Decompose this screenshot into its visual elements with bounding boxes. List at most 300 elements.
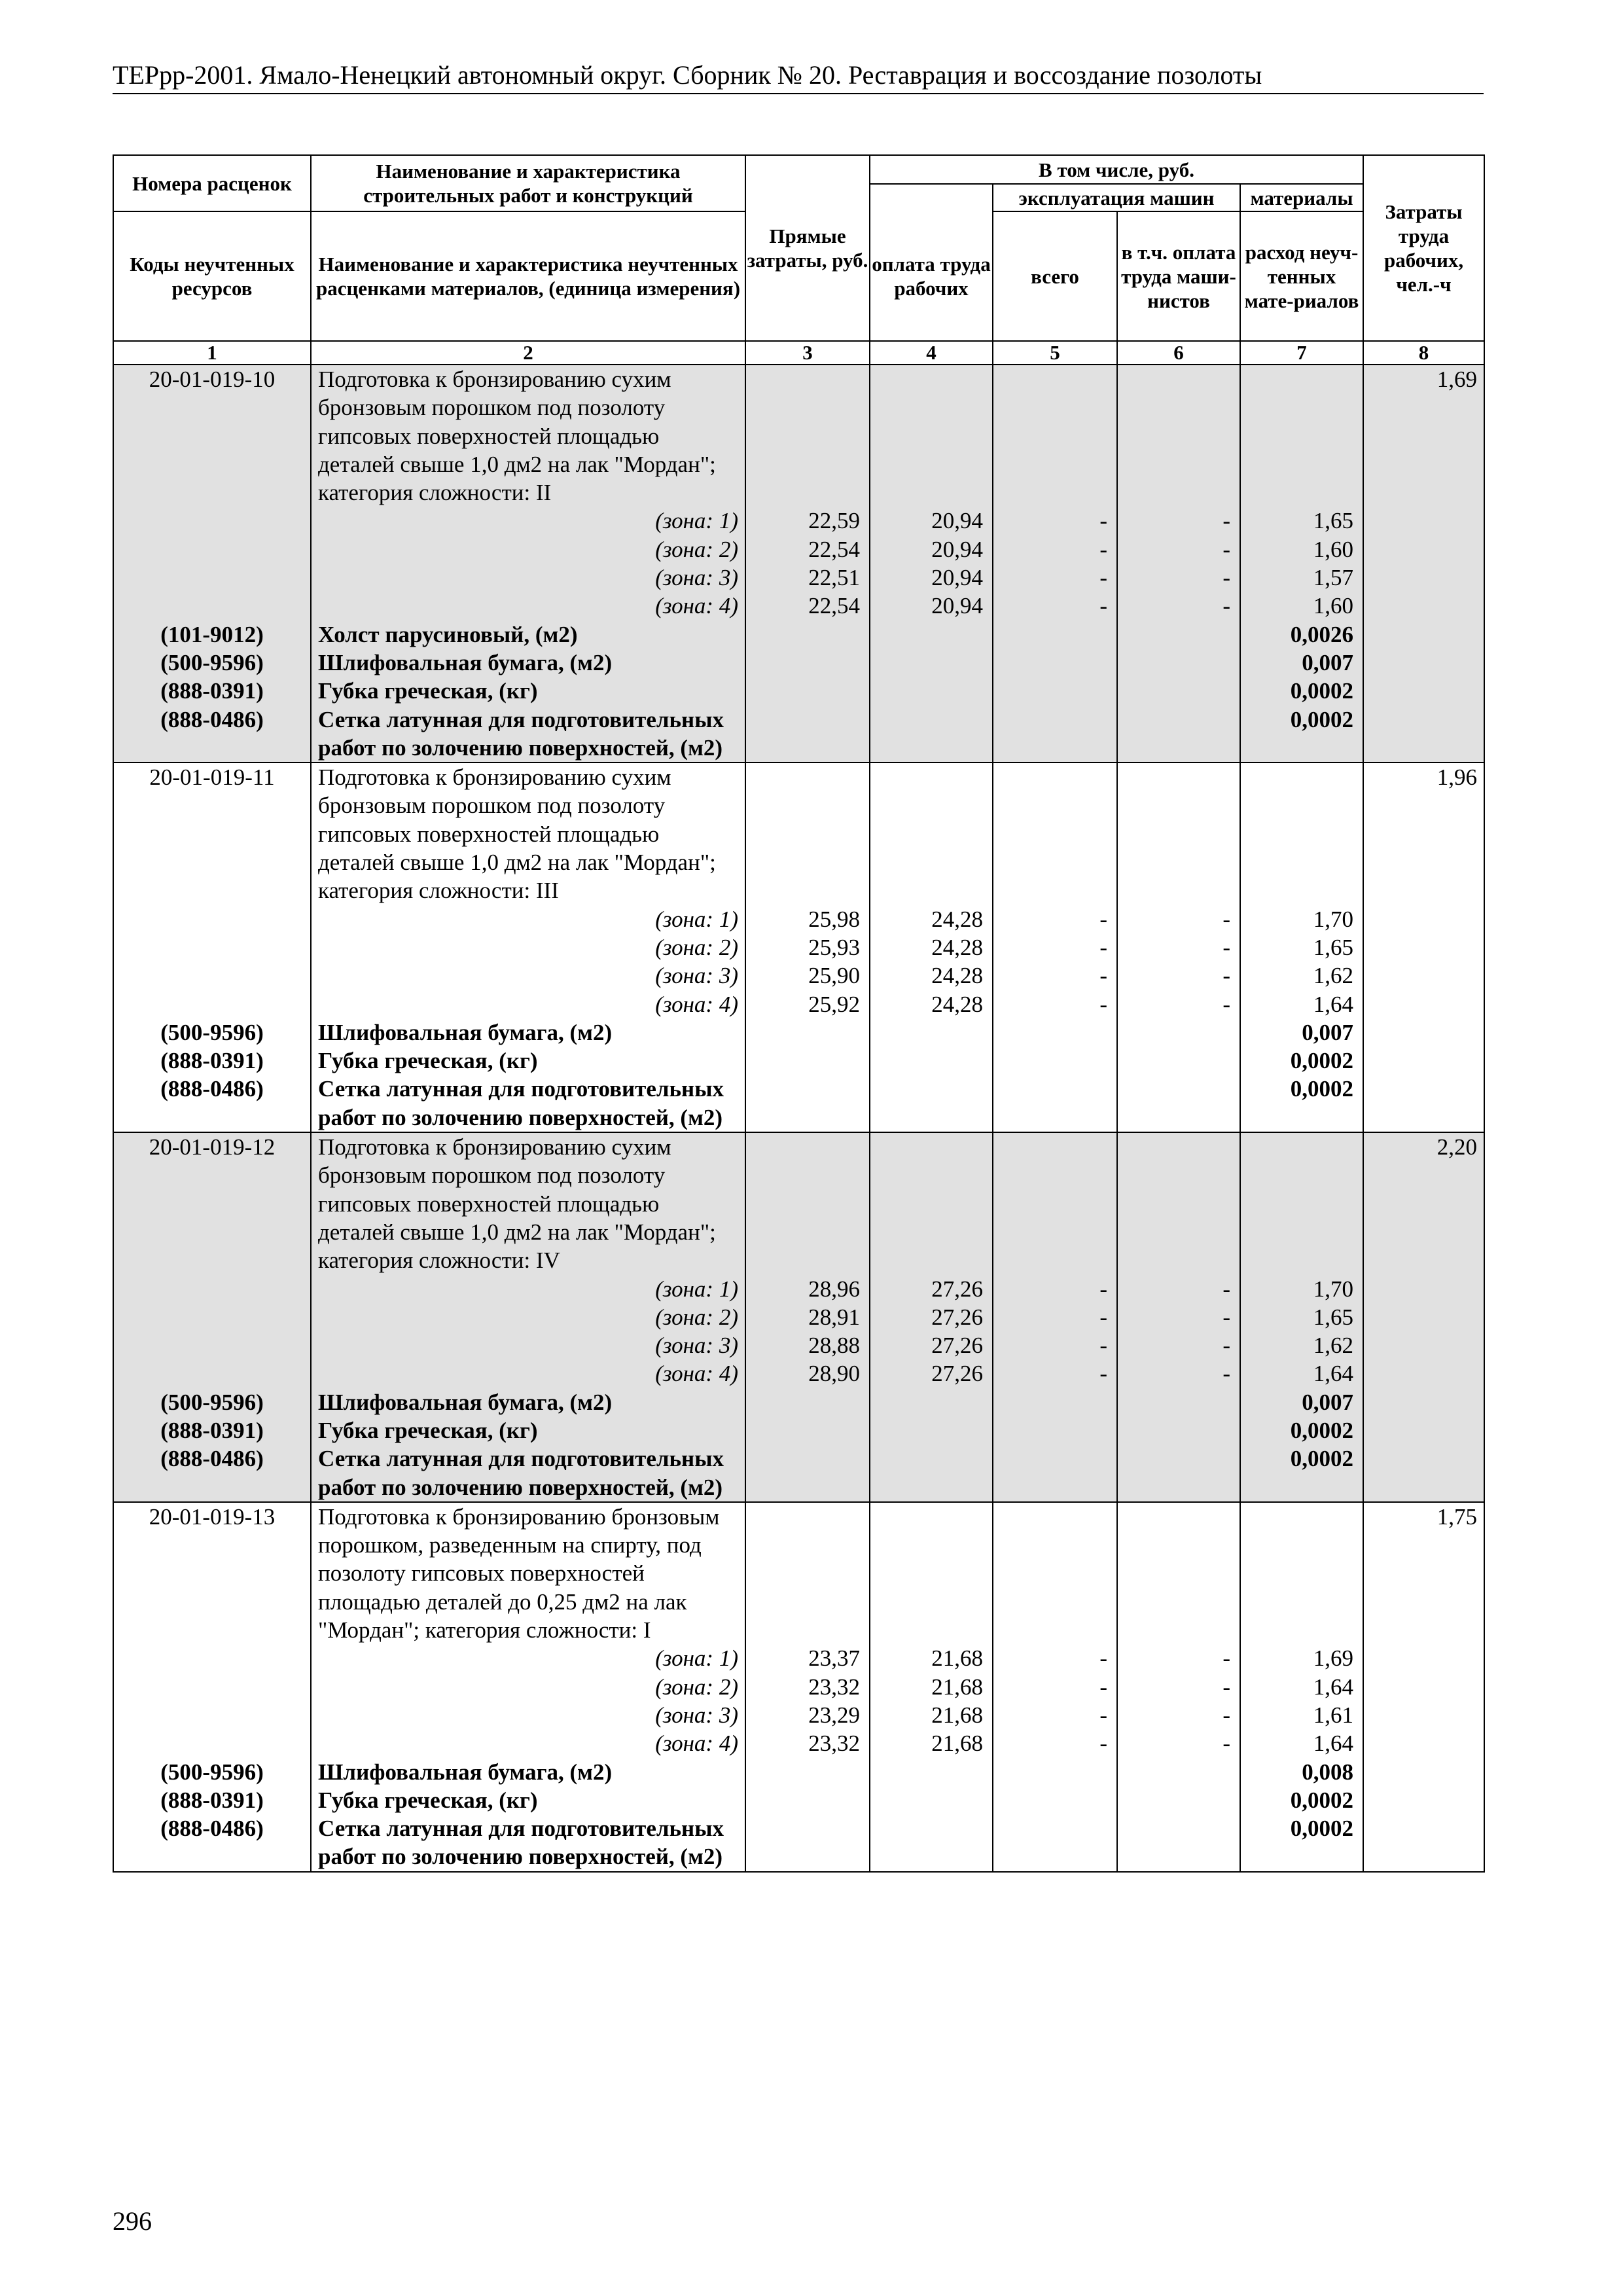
rate-block — [113, 365, 1484, 762]
worker-pay: 27,26 — [870, 1359, 993, 1388]
empty-cell — [1363, 564, 1484, 592]
empty-cell — [1117, 1416, 1240, 1444]
resource-row — [113, 1758, 1484, 1786]
rate-row — [113, 365, 1484, 507]
materials-cost: 1,57 — [1240, 564, 1363, 592]
resource-qty: 0,007 — [1240, 649, 1363, 677]
resource-qty: 0,008 — [1240, 1758, 1363, 1786]
page-number: 296 — [113, 2206, 152, 2236]
machine-total: - — [993, 961, 1117, 990]
materials-cost: 1,64 — [1240, 1359, 1363, 1388]
materials-cost: 1,64 — [1240, 990, 1363, 1018]
zone-label: (зона: 2) — [311, 933, 745, 961]
machine-total: - — [993, 1359, 1117, 1388]
col-number: 6 — [1117, 341, 1240, 365]
empty-cell — [1363, 1644, 1484, 1672]
resource-qty: 0,0002 — [1240, 677, 1363, 705]
header-title: ТЕРрр-2001. Ямало-Ненецкий автономный округ. Сборник № 20. Реставрация и воссоздание позолоты — [113, 60, 1262, 90]
zone-row — [113, 1303, 1484, 1331]
direct-cost: 28,90 — [745, 1359, 870, 1388]
zone-row — [113, 1359, 1484, 1388]
empty-cell — [113, 1331, 311, 1359]
empty-cell — [993, 1444, 1117, 1502]
empty-cell — [745, 1416, 870, 1444]
resource-row — [113, 649, 1484, 677]
empty-cell — [1117, 1132, 1240, 1274]
empty-cell — [870, 1416, 993, 1444]
resource-row — [113, 1444, 1484, 1502]
empty-cell — [113, 1644, 311, 1672]
worker-pay: 21,68 — [870, 1644, 993, 1672]
empty-cell — [1363, 1758, 1484, 1786]
zone-label: (зона: 4) — [311, 592, 745, 620]
machinist-pay: - — [1117, 507, 1240, 535]
resource-code: (888-0486) — [113, 1444, 311, 1502]
machinist-pay: - — [1117, 1331, 1240, 1359]
zone-row — [113, 507, 1484, 535]
materials-cost: 1,64 — [1240, 1673, 1363, 1701]
direct-cost: 28,96 — [745, 1275, 870, 1303]
empty-cell — [745, 1388, 870, 1416]
head-resource-codes: Коды неучтенных ресурсов — [113, 211, 311, 341]
zone-row — [113, 905, 1484, 933]
resource-name: Шлифовальная бумага, (м2) — [311, 649, 745, 677]
head-machine-operation: эксплуатация машин — [993, 184, 1240, 211]
empty-cell — [1117, 762, 1240, 905]
empty-cell — [870, 649, 993, 677]
empty-cell — [1117, 365, 1240, 507]
empty-cell — [1117, 1018, 1240, 1047]
worker-pay: 20,94 — [870, 564, 993, 592]
materials-cost: 1,65 — [1240, 507, 1363, 535]
machinist-pay: - — [1117, 990, 1240, 1018]
zone-row — [113, 1644, 1484, 1672]
resource-name: Холст парусиновый, (м2) — [311, 620, 745, 649]
empty-cell — [1240, 365, 1363, 507]
machine-total: - — [993, 564, 1117, 592]
empty-cell — [870, 762, 993, 905]
head-direct-costs: Прямые затраты, руб. — [745, 155, 870, 341]
empty-cell — [745, 1075, 870, 1132]
empty-cell — [1363, 1275, 1484, 1303]
resource-row — [113, 1416, 1484, 1444]
materials-cost: 1,64 — [1240, 1729, 1363, 1757]
direct-cost: 22,54 — [745, 535, 870, 564]
worker-pay: 21,68 — [870, 1673, 993, 1701]
machinist-pay: - — [1117, 1275, 1240, 1303]
empty-cell — [1363, 1018, 1484, 1047]
resource-name: Губка греческая, (кг) — [311, 677, 745, 705]
empty-cell — [1363, 1359, 1484, 1388]
direct-cost: 25,92 — [745, 990, 870, 1018]
zone-row — [113, 535, 1484, 564]
labor-cost: 1,75 — [1363, 1502, 1484, 1644]
resource-row — [113, 1018, 1484, 1047]
empty-cell — [993, 1416, 1117, 1444]
empty-cell — [745, 1502, 870, 1644]
zone-row — [113, 564, 1484, 592]
zone-row — [113, 1275, 1484, 1303]
empty-cell — [1363, 649, 1484, 677]
machinist-pay: - — [1117, 933, 1240, 961]
machine-total: - — [993, 933, 1117, 961]
rate-description: Подготовка к бронзированию сухим бронзовым порошком под позолоту гипсовых поверхностей площадью деталей свыше 1,0 дм2 на лак "Мордан"; категория сложности: II — [311, 365, 745, 507]
resource-qty: 0,0026 — [1240, 620, 1363, 649]
empty-cell — [1363, 905, 1484, 933]
empty-cell — [870, 706, 993, 763]
empty-cell — [870, 1786, 993, 1814]
worker-pay: 21,68 — [870, 1729, 993, 1757]
resource-name: Губка греческая, (кг) — [311, 1786, 745, 1814]
machinist-pay: - — [1117, 1644, 1240, 1672]
head-material-consumption: расход неуч-тенных мате-риалов — [1240, 211, 1363, 341]
empty-cell — [113, 933, 311, 961]
empty-cell — [870, 677, 993, 705]
resource-row — [113, 1786, 1484, 1814]
empty-cell — [993, 1132, 1117, 1274]
resource-name: Шлифовальная бумага, (м2) — [311, 1388, 745, 1416]
resource-code: (888-0391) — [113, 1047, 311, 1075]
empty-cell — [1363, 1729, 1484, 1757]
materials-cost: 1,60 — [1240, 535, 1363, 564]
machinist-pay: - — [1117, 564, 1240, 592]
head-total: всего — [993, 211, 1117, 341]
resource-code: (500-9596) — [113, 1388, 311, 1416]
col-number: 8 — [1363, 341, 1484, 365]
worker-pay: 21,68 — [870, 1701, 993, 1729]
direct-cost: 25,93 — [745, 933, 870, 961]
resource-row — [113, 677, 1484, 705]
machinist-pay: - — [1117, 1303, 1240, 1331]
resource-qty: 0,0002 — [1240, 1444, 1363, 1502]
empty-cell — [870, 1502, 993, 1644]
empty-cell — [993, 1814, 1117, 1872]
empty-cell — [1117, 1388, 1240, 1416]
empty-cell — [745, 706, 870, 763]
rate-block — [113, 762, 1484, 1132]
empty-cell — [113, 507, 311, 535]
empty-cell — [993, 1388, 1117, 1416]
resource-row — [113, 706, 1484, 763]
empty-cell — [993, 1047, 1117, 1075]
empty-cell — [113, 564, 311, 592]
empty-cell — [1363, 961, 1484, 990]
empty-cell — [113, 1275, 311, 1303]
head-material-name: Наименование и характеристика неучтенных расценками материалов, (единица измерения) — [311, 211, 745, 341]
resource-name: Сетка латунная для подготовительных работ по золочению поверхностей, (м2) — [311, 1444, 745, 1502]
empty-cell — [993, 649, 1117, 677]
empty-cell — [745, 649, 870, 677]
worker-pay: 27,26 — [870, 1275, 993, 1303]
machinist-pay: - — [1117, 1729, 1240, 1757]
machinist-pay: - — [1117, 535, 1240, 564]
worker-pay: 24,28 — [870, 905, 993, 933]
rates-table — [113, 154, 1485, 1873]
machine-total: - — [993, 1331, 1117, 1359]
empty-cell — [1363, 1444, 1484, 1502]
resource-qty: 0,0002 — [1240, 706, 1363, 763]
machinist-pay: - — [1117, 1673, 1240, 1701]
empty-cell — [1363, 1416, 1484, 1444]
col-number: 2 — [311, 341, 745, 365]
col-number: 4 — [870, 341, 993, 365]
machine-total: - — [993, 990, 1117, 1018]
worker-pay: 27,26 — [870, 1303, 993, 1331]
machinist-pay: - — [1117, 961, 1240, 990]
empty-cell — [1117, 1047, 1240, 1075]
empty-cell — [1117, 1814, 1240, 1872]
resource-qty: 0,0002 — [1240, 1075, 1363, 1132]
empty-cell — [113, 990, 311, 1018]
resource-code: (888-0391) — [113, 677, 311, 705]
resource-qty: 0,0002 — [1240, 1047, 1363, 1075]
resource-qty: 0,0002 — [1240, 1786, 1363, 1814]
zone-label: (зона: 1) — [311, 905, 745, 933]
zone-row — [113, 1701, 1484, 1729]
empty-cell — [113, 535, 311, 564]
empty-cell — [1363, 1075, 1484, 1132]
resource-code: (888-0391) — [113, 1416, 311, 1444]
empty-cell — [745, 1786, 870, 1814]
direct-cost: 22,54 — [745, 592, 870, 620]
rate-row — [113, 1132, 1484, 1274]
head-rate-numbers: Номера расценок — [113, 155, 311, 211]
empty-cell — [993, 365, 1117, 507]
empty-cell — [993, 1502, 1117, 1644]
zone-label: (зона: 2) — [311, 1303, 745, 1331]
empty-cell — [870, 1814, 993, 1872]
machine-total: - — [993, 1673, 1117, 1701]
empty-cell — [1117, 1758, 1240, 1786]
resource-qty: 0,0002 — [1240, 1814, 1363, 1872]
empty-cell — [870, 365, 993, 507]
direct-cost: 23,29 — [745, 1701, 870, 1729]
direct-cost: 28,88 — [745, 1331, 870, 1359]
machine-total: - — [993, 1729, 1117, 1757]
rate-code: 20-01-019-13 — [113, 1502, 311, 1644]
empty-cell — [113, 1673, 311, 1701]
rate-description: Подготовка к бронзированию бронзовым порошком, разведенным на спирту, под позолоту гипсовых поверхностей площадью деталей до 0,25 дм2 на лак "Мордан"; категория сложности: I — [311, 1502, 745, 1644]
rate-code: 20-01-019-12 — [113, 1132, 311, 1274]
zone-label: (зона: 4) — [311, 990, 745, 1018]
empty-cell — [870, 620, 993, 649]
materials-cost: 1,62 — [1240, 1331, 1363, 1359]
empty-cell — [113, 592, 311, 620]
empty-cell — [1363, 1673, 1484, 1701]
rate-description: Подготовка к бронзированию сухим бронзовым порошком под позолоту гипсовых поверхностей площадью деталей свыше 1,0 дм2 на лак "Мордан"; категория сложности: IV — [311, 1132, 745, 1274]
resource-row — [113, 620, 1484, 649]
empty-cell — [1117, 620, 1240, 649]
empty-cell — [993, 1018, 1117, 1047]
zone-label: (зона: 3) — [311, 961, 745, 990]
materials-cost: 1,60 — [1240, 592, 1363, 620]
zone-row — [113, 961, 1484, 990]
head-including: В том числе, руб. — [870, 155, 1363, 184]
empty-cell — [1117, 706, 1240, 763]
resource-code: (888-0486) — [113, 1075, 311, 1132]
rate-block — [113, 1502, 1484, 1872]
empty-cell — [113, 1359, 311, 1388]
empty-cell — [870, 1075, 993, 1132]
empty-cell — [745, 620, 870, 649]
direct-cost: 25,90 — [745, 961, 870, 990]
zone-row — [113, 1673, 1484, 1701]
empty-cell — [113, 1303, 311, 1331]
empty-cell — [1363, 1303, 1484, 1331]
resource-code: (888-0391) — [113, 1786, 311, 1814]
resource-name: Сетка латунная для подготовительных работ по золочению поверхностей, (м2) — [311, 1075, 745, 1132]
resource-code: (500-9596) — [113, 1758, 311, 1786]
zone-label: (зона: 1) — [311, 1275, 745, 1303]
zone-label: (зона: 2) — [311, 1673, 745, 1701]
machinist-pay: - — [1117, 1359, 1240, 1388]
labor-cost: 1,96 — [1363, 762, 1484, 905]
empty-cell — [745, 1814, 870, 1872]
resource-name: Губка греческая, (кг) — [311, 1416, 745, 1444]
materials-cost: 1,65 — [1240, 1303, 1363, 1331]
empty-cell — [993, 677, 1117, 705]
machinist-pay: - — [1117, 592, 1240, 620]
resource-name: Сетка латунная для подготовительных работ по золочению поверхностей, (м2) — [311, 706, 745, 763]
resource-code: (500-9596) — [113, 649, 311, 677]
machinist-pay: - — [1117, 905, 1240, 933]
direct-cost: 23,37 — [745, 1644, 870, 1672]
empty-cell — [745, 1444, 870, 1502]
empty-cell — [745, 762, 870, 905]
empty-cell — [745, 1047, 870, 1075]
zone-label: (зона: 1) — [311, 1644, 745, 1672]
empty-cell — [1117, 1444, 1240, 1502]
empty-cell — [1363, 535, 1484, 564]
direct-cost: 22,51 — [745, 564, 870, 592]
resource-row — [113, 1075, 1484, 1132]
machine-total: - — [993, 1303, 1117, 1331]
materials-cost: 1,70 — [1240, 1275, 1363, 1303]
direct-cost: 22,59 — [745, 507, 870, 535]
empty-cell — [1363, 1047, 1484, 1075]
worker-pay: 24,28 — [870, 961, 993, 990]
rate-row — [113, 1502, 1484, 1644]
zone-label: (зона: 4) — [311, 1729, 745, 1757]
labor-cost: 2,20 — [1363, 1132, 1484, 1274]
empty-cell — [113, 905, 311, 933]
empty-cell — [1363, 1814, 1484, 1872]
empty-cell — [870, 1132, 993, 1274]
resource-row — [113, 1047, 1484, 1075]
col-number: 1 — [113, 341, 311, 365]
resource-code: (500-9596) — [113, 1018, 311, 1047]
empty-cell — [1117, 649, 1240, 677]
empty-cell — [745, 1018, 870, 1047]
worker-pay: 20,94 — [870, 592, 993, 620]
direct-cost: 25,98 — [745, 905, 870, 933]
zone-label: (зона: 3) — [311, 1331, 745, 1359]
machine-total: - — [993, 1701, 1117, 1729]
empty-cell — [1363, 706, 1484, 763]
empty-cell — [1363, 990, 1484, 1018]
machine-total: - — [993, 507, 1117, 535]
col-number: 3 — [745, 341, 870, 365]
empty-cell — [870, 1047, 993, 1075]
empty-cell — [113, 961, 311, 990]
zone-row — [113, 592, 1484, 620]
rate-description: Подготовка к бронзированию сухим бронзовым порошком под позолоту гипсовых поверхностей площадью деталей свыше 1,0 дм2 на лак "Мордан"; категория сложности: III — [311, 762, 745, 905]
worker-pay: 20,94 — [870, 535, 993, 564]
materials-cost: 1,69 — [1240, 1644, 1363, 1672]
empty-cell — [870, 1444, 993, 1502]
resource-name: Губка греческая, (кг) — [311, 1047, 745, 1075]
resource-name: Шлифовальная бумага, (м2) — [311, 1018, 745, 1047]
empty-cell — [745, 1132, 870, 1274]
resource-row — [113, 1388, 1484, 1416]
rate-code: 20-01-019-11 — [113, 762, 311, 905]
machine-total: - — [993, 905, 1117, 933]
direct-cost: 23,32 — [745, 1729, 870, 1757]
zone-row — [113, 1729, 1484, 1757]
empty-cell — [1363, 1786, 1484, 1814]
empty-cell — [1117, 1786, 1240, 1814]
empty-cell — [1363, 677, 1484, 705]
head-worker-pay: оплата труда рабочих — [870, 211, 993, 341]
rate-block — [113, 1132, 1484, 1502]
worker-pay: 20,94 — [870, 507, 993, 535]
empty-cell — [113, 1729, 311, 1757]
empty-cell — [993, 1075, 1117, 1132]
head-work-name: Наименование и характеристика строительных работ и конструкций — [311, 155, 745, 211]
empty-cell — [1363, 1331, 1484, 1359]
page-header — [113, 60, 1484, 94]
empty-cell — [870, 1758, 993, 1786]
labor-cost: 1,69 — [1363, 365, 1484, 507]
empty-cell — [745, 1758, 870, 1786]
machine-total: - — [993, 1644, 1117, 1672]
resource-qty: 0,0002 — [1240, 1416, 1363, 1444]
resource-qty: 0,007 — [1240, 1018, 1363, 1047]
empty-cell — [1363, 507, 1484, 535]
empty-cell — [1117, 677, 1240, 705]
zone-label: (зона: 3) — [311, 564, 745, 592]
rate-code: 20-01-019-10 — [113, 365, 311, 507]
materials-cost: 1,62 — [1240, 961, 1363, 990]
empty-cell — [1240, 1132, 1363, 1274]
zone-label: (зона: 1) — [311, 507, 745, 535]
head-labor-costs: Затраты труда рабочих, чел.-ч — [1363, 155, 1484, 341]
machine-total: - — [993, 592, 1117, 620]
resource-code: (888-0486) — [113, 706, 311, 763]
direct-cost: 28,91 — [745, 1303, 870, 1331]
empty-cell — [993, 1786, 1117, 1814]
worker-pay: 24,28 — [870, 933, 993, 961]
col-number: 5 — [993, 341, 1117, 365]
zone-label: (зона: 2) — [311, 535, 745, 564]
worker-pay: 27,26 — [870, 1331, 993, 1359]
resource-code: (101-9012) — [113, 620, 311, 649]
empty-cell — [993, 620, 1117, 649]
resource-code: (888-0486) — [113, 1814, 311, 1872]
empty-cell — [1240, 1502, 1363, 1644]
machine-total: - — [993, 1275, 1117, 1303]
empty-cell — [993, 706, 1117, 763]
empty-cell — [1117, 1075, 1240, 1132]
head-materials: материалы — [1240, 184, 1363, 211]
materials-cost: 1,70 — [1240, 905, 1363, 933]
materials-cost: 1,61 — [1240, 1701, 1363, 1729]
resource-name: Сетка латунная для подготовительных работ по золочению поверхностей, (м2) — [311, 1814, 745, 1872]
empty-cell — [1117, 1502, 1240, 1644]
empty-cell — [113, 1701, 311, 1729]
direct-cost: 23,32 — [745, 1673, 870, 1701]
head-worker-pay-spacer — [870, 184, 993, 211]
